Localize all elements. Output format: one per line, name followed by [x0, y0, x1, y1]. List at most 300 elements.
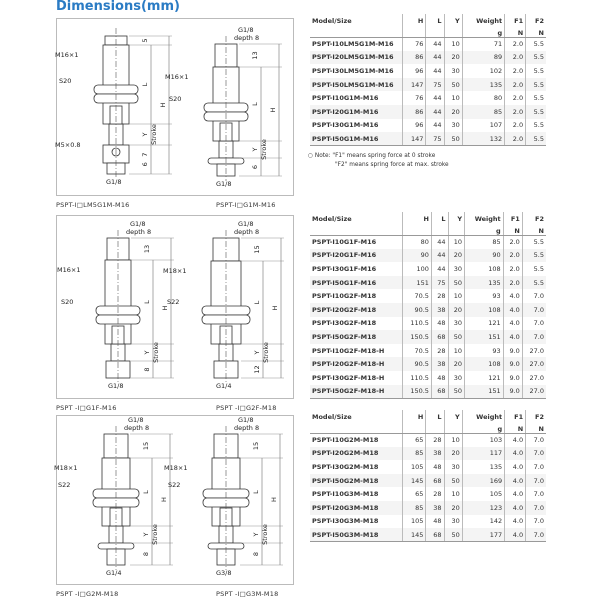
table-header-row — [310, 410, 546, 421]
table-cell: 5.5 — [526, 51, 546, 65]
drawing-caption: PSPT -I□G2M-M18 — [56, 590, 119, 598]
table-cell: PSPT-I20G3M-M18 — [312, 503, 379, 512]
table-cell: 10 — [448, 289, 465, 303]
column-unit: N — [503, 223, 522, 235]
table-cell: 50 — [444, 528, 462, 542]
table-cell: 93 — [465, 289, 504, 303]
table-cell: 9.0 — [503, 344, 522, 358]
bottom-port-label: G1/4 — [216, 382, 232, 390]
table-cell: 28 — [431, 289, 448, 303]
table-cell: 27.0 — [522, 385, 546, 399]
table-cell: 93 — [465, 344, 504, 358]
table-cell: PSPT-I30G2F-M18 — [312, 319, 377, 328]
column-unit — [426, 25, 444, 37]
column-unit — [310, 223, 402, 235]
table-cell: 102 — [462, 64, 504, 78]
table-cell: PSPT-I30LM5G1M-M16 — [312, 66, 394, 75]
table-cell: 80 — [402, 235, 431, 249]
column-unit: N — [505, 25, 526, 37]
table-cell: 68 — [431, 385, 448, 399]
column-header: Y — [444, 410, 462, 421]
table-cell: PSPT-I20G2M-M18 — [312, 449, 379, 458]
dimension-label: Stroke — [261, 524, 269, 545]
table-cell: 105 — [462, 487, 504, 501]
table-cell: 20 — [448, 303, 465, 317]
table-cell: 71 — [462, 37, 504, 51]
table-row — [310, 78, 546, 92]
thread-label: M18×1 — [163, 267, 187, 275]
table-cell: 44 — [426, 51, 444, 65]
column-header: Model/Size — [312, 413, 352, 421]
table-row — [310, 51, 546, 65]
table-row — [310, 433, 546, 447]
thread-label: M18×1 — [164, 464, 188, 472]
dimension-label: H — [269, 107, 277, 113]
dimension-label: 13 — [251, 51, 259, 60]
table-cell: 135 — [465, 276, 504, 290]
column-header: L — [426, 410, 444, 421]
table-cell: 4.0 — [503, 289, 522, 303]
drawing-panel — [56, 18, 294, 196]
depth-label: depth 8 — [234, 424, 260, 432]
table-cell: 50 — [448, 385, 465, 399]
table-cell: 38 — [426, 447, 444, 461]
table-cell: 4.0 — [505, 447, 526, 461]
table-row — [310, 262, 546, 276]
table-cell: 5.5 — [526, 78, 546, 92]
table-cell: 4.0 — [505, 433, 526, 447]
table-cell: 85 — [462, 105, 504, 119]
table-cell: 10 — [444, 37, 462, 51]
column-unit: N — [505, 421, 526, 433]
table-header-row — [310, 14, 546, 25]
table-cell: 2.0 — [503, 249, 522, 263]
table-cell: 44 — [426, 37, 444, 51]
table-cell: 20 — [444, 105, 462, 119]
column-header: F1 — [505, 14, 526, 25]
table-row — [310, 64, 546, 78]
table-cell: 44 — [431, 249, 448, 263]
table-unit-row — [310, 421, 546, 433]
dimension-label: Stroke — [152, 342, 160, 363]
table-cell: 27.0 — [522, 371, 546, 385]
spring-force-note — [308, 152, 449, 170]
table-cell: 48 — [426, 515, 444, 529]
dimension-label: H — [161, 305, 169, 311]
table-cell: 145 — [402, 528, 426, 542]
top-port-label: G1/8 — [238, 26, 254, 34]
table-cell: 2.0 — [505, 51, 526, 65]
dimension-label: Y — [143, 350, 151, 355]
hex-label: S22 — [58, 481, 71, 489]
table-cell: 117 — [462, 447, 504, 461]
fitting-drawing-right — [164, 416, 283, 577]
table-cell: 75 — [426, 78, 444, 92]
section-title: Dimensions(mm) — [56, 0, 180, 14]
table-row — [310, 501, 546, 515]
table-cell: 44 — [426, 105, 444, 119]
table-cell: PSPT-I20G2F-M18-H — [312, 360, 385, 369]
table-row — [310, 119, 546, 133]
dimension-label: 8 — [143, 367, 151, 372]
column-header: F1 — [505, 410, 526, 421]
table-cell: 4.0 — [505, 460, 526, 474]
column-header: F2 — [526, 410, 546, 421]
table-cell: 89 — [462, 51, 504, 65]
table-cell: 150.5 — [402, 385, 431, 399]
table-cell: 20 — [448, 357, 465, 371]
table-cell: 5.5 — [522, 276, 546, 290]
table-row — [310, 249, 546, 263]
table-cell: 68 — [426, 474, 444, 488]
table-cell: 20 — [444, 501, 462, 515]
table-cell: 65 — [402, 433, 426, 447]
table-cell: 44 — [431, 235, 448, 249]
table-cell: 85 — [465, 235, 504, 249]
table-cell: 2.0 — [505, 37, 526, 51]
table-cell: 108 — [465, 262, 504, 276]
table-cell: 68 — [426, 528, 444, 542]
column-unit — [402, 25, 426, 37]
table-cell: 9.0 — [503, 371, 522, 385]
table-cell: 5.5 — [526, 119, 546, 133]
column-unit: g — [462, 25, 504, 37]
table-cell: PSPT-I50G2F-M18 — [312, 332, 377, 341]
table-cell: 50 — [444, 132, 462, 146]
column-unit — [310, 25, 402, 37]
table-row — [310, 515, 546, 529]
table-row — [310, 317, 546, 331]
table-cell: 28 — [431, 344, 448, 358]
table-cell: 145 — [402, 474, 426, 488]
column-unit: N — [526, 25, 546, 37]
table-cell: 27.0 — [522, 344, 546, 358]
table-cell: 48 — [431, 371, 448, 385]
table-cell: 151 — [465, 385, 504, 399]
table-row — [310, 91, 546, 105]
dimension-label: L — [141, 82, 149, 87]
table-row — [310, 344, 546, 358]
table-cell: 30 — [444, 515, 462, 529]
table-cell: 27.0 — [522, 357, 546, 371]
table-row — [310, 447, 546, 461]
depth-label: depth 8 — [126, 228, 152, 236]
table-cell: 30 — [444, 460, 462, 474]
column-header: F2 — [522, 212, 546, 223]
table-cell: 151 — [402, 276, 431, 290]
column-header: Model/Size — [312, 215, 352, 223]
fitting-drawing-left — [55, 28, 172, 186]
hex-label: S20 — [169, 95, 182, 103]
depth-label: depth 8 — [234, 34, 260, 42]
table-cell: 96 — [402, 119, 426, 133]
drawing-caption: PSPT -I□G3M-M18 — [216, 590, 279, 598]
dimension-label: L — [142, 490, 150, 494]
dimension-label: L — [251, 102, 259, 106]
table-cell: 105 — [402, 515, 426, 529]
column-header: Weight — [465, 212, 504, 223]
note-line-1: Note: "F1" means spring force at 0 stroke — [314, 153, 436, 159]
thread-label: M16×1 — [57, 266, 81, 274]
table-row — [310, 357, 546, 371]
column-header: Y — [444, 14, 462, 25]
thread-label: M16×1 — [55, 51, 79, 59]
dimension-label: L — [253, 300, 261, 305]
column-header: L — [431, 212, 448, 223]
table-cell: 177 — [462, 528, 504, 542]
table-cell: 10 — [448, 344, 465, 358]
table-cell: PSPT-I30G3M-M18 — [312, 517, 379, 526]
dimension-label: L — [252, 490, 260, 494]
table-cell: 2.0 — [503, 276, 522, 290]
column-header: F2 — [526, 14, 546, 25]
dimension-label: Stroke — [150, 124, 158, 145]
table-cell: 7.0 — [526, 447, 546, 461]
column-header: Y — [448, 212, 465, 223]
table-cell: 76 — [402, 37, 426, 51]
table-cell: 7.0 — [522, 303, 546, 317]
table-cell: 90 — [465, 249, 504, 263]
table-cell: 110.5 — [402, 371, 431, 385]
table-cell: PSPT-I10G2F-M18 — [312, 292, 377, 301]
table-cell: 7.0 — [522, 330, 546, 344]
table-cell: 38 — [426, 501, 444, 515]
table-cell: PSPT-I30G2F-M18-H — [312, 373, 385, 382]
table-cell: 5.5 — [522, 262, 546, 276]
note-line-2: "F2" means spring force at max. stroke — [335, 162, 449, 168]
dimension-label: H — [270, 497, 278, 502]
column-header: F1 — [503, 212, 522, 223]
column-unit — [402, 421, 426, 433]
table-cell: 90.5 — [402, 357, 431, 371]
table-cell: 75 — [426, 132, 444, 146]
spec-table-female — [310, 212, 546, 399]
dimension-label: H — [160, 497, 168, 502]
table-row — [310, 371, 546, 385]
dimension-label: 8 — [252, 551, 260, 557]
table-cell: 30 — [448, 262, 465, 276]
drawing-caption: PSPT-I□G1M-M16 — [216, 201, 276, 209]
table-cell: 4.0 — [503, 303, 522, 317]
table-cell: PSPT-I10G1M-M16 — [312, 94, 379, 103]
column-unit — [431, 223, 448, 235]
table-cell: 4.0 — [503, 317, 522, 331]
bottom-port-label: G1/8 — [216, 180, 232, 188]
table-cell: 150.5 — [402, 330, 431, 344]
table-cell: 142 — [462, 515, 504, 529]
dimension-label: 15 — [142, 441, 150, 451]
table-row — [310, 37, 546, 51]
table-cell: 2.0 — [505, 78, 526, 92]
table-cell: 121 — [465, 317, 504, 331]
table-cell: 65 — [402, 487, 426, 501]
table-cell: PSPT-I10G3M-M18 — [312, 490, 379, 499]
table-cell: 10 — [444, 487, 462, 501]
table-cell: 4.0 — [505, 528, 526, 542]
table-cell: 121 — [465, 371, 504, 385]
table-cell: PSPT-I20G2F-M18 — [312, 305, 377, 314]
table-cell: 7.0 — [526, 433, 546, 447]
table-cell: 44 — [431, 262, 448, 276]
dimension-label: 15 — [253, 245, 261, 254]
table-cell: 123 — [462, 501, 504, 515]
table-cell: 103 — [462, 433, 504, 447]
table-unit-row — [310, 25, 546, 37]
table-cell: 38 — [431, 303, 448, 317]
dimension-label: 8 — [142, 551, 150, 557]
top-port-label: G1/8 — [238, 220, 254, 228]
table-row — [310, 235, 546, 249]
drawing-panel — [56, 415, 294, 585]
port-label: M5×0.8 — [55, 141, 81, 149]
table-cell: 48 — [426, 460, 444, 474]
table-cell: 10 — [448, 235, 465, 249]
dimension-label: Stroke — [151, 524, 159, 545]
hex-label: S22 — [168, 481, 181, 489]
table-cell: 2.0 — [505, 64, 526, 78]
table-cell: 30 — [448, 371, 465, 385]
table-row — [310, 474, 546, 488]
table-cell: PSPT-I10G2F-M18-H — [312, 346, 385, 355]
table-cell: 86 — [402, 105, 426, 119]
table-cell: PSPT-I50G2M-M18 — [312, 476, 379, 485]
table-cell: 108 — [465, 303, 504, 317]
top-port-label: G1/8 — [130, 220, 146, 228]
table-cell: 28 — [426, 433, 444, 447]
drawing-caption: PSPT -I□G2F-M18 — [216, 404, 277, 412]
column-header: H — [402, 14, 426, 25]
thread-label: M16×1 — [165, 73, 189, 81]
table-cell: 135 — [462, 78, 504, 92]
column-header: H — [402, 212, 431, 223]
bottom-port-label: G3/8 — [216, 569, 232, 577]
column-unit: g — [462, 421, 504, 433]
table-cell: 85 — [402, 447, 426, 461]
table-cell: 169 — [462, 474, 504, 488]
table-row — [310, 460, 546, 474]
column-unit — [444, 25, 462, 37]
bottom-port-label: G1/4 — [106, 569, 122, 577]
depth-label: depth 8 — [234, 228, 260, 236]
table-cell: 50 — [448, 330, 465, 344]
table-cell: 30 — [444, 64, 462, 78]
drawing-caption: PSPT -I□G1F-M16 — [56, 404, 117, 412]
table-cell: 2.0 — [503, 262, 522, 276]
column-unit: N — [522, 223, 546, 235]
table-cell: PSPT-I10G1F-M16 — [312, 238, 377, 247]
table-cell: 9.0 — [503, 357, 522, 371]
table-cell: 90.5 — [402, 303, 431, 317]
table-cell: PSPT-I20G1M-M16 — [312, 107, 379, 116]
table-cell: 5.5 — [526, 105, 546, 119]
table-cell: 132 — [462, 132, 504, 146]
depth-label: depth 8 — [124, 424, 150, 432]
note-bullet-icon: ○ — [308, 153, 315, 159]
table-cell: PSPT-I20LM5G1M-M16 — [312, 53, 394, 62]
column-unit — [402, 223, 431, 235]
table-cell: 44 — [426, 91, 444, 105]
table-cell: 44 — [426, 119, 444, 133]
table-cell: 2.0 — [505, 132, 526, 146]
dimension-label: H — [271, 305, 279, 311]
table-cell: 30 — [444, 119, 462, 133]
bottom-port-label: G1/8 — [108, 382, 124, 390]
table-cell: 2.0 — [503, 235, 522, 249]
table-cell: 28 — [426, 487, 444, 501]
table-cell: 5.5 — [526, 37, 546, 51]
table-cell: 5.5 — [522, 249, 546, 263]
table-cell: 4.0 — [505, 487, 526, 501]
table-cell: 147 — [402, 132, 426, 146]
table-cell: 7.0 — [526, 528, 546, 542]
table-cell: 5.5 — [526, 132, 546, 146]
table-cell: PSPT-I30G1M-M16 — [312, 121, 379, 130]
column-unit — [426, 421, 444, 433]
table-cell: PSPT-I50G1M-M16 — [310, 132, 402, 146]
table-row — [310, 330, 546, 344]
column-unit — [310, 421, 402, 433]
table-cell: 4.0 — [505, 501, 526, 515]
table-cell: PSPT-I50LM5G1M-M16 — [312, 80, 394, 89]
table-cell: 80 — [462, 91, 504, 105]
dimension-label: Y — [253, 350, 261, 355]
dimension-label: 12 — [253, 365, 261, 374]
hex-label: S20 — [61, 298, 74, 306]
table-cell: 70.5 — [402, 289, 431, 303]
table-cell: 75 — [431, 276, 448, 290]
table-row — [310, 132, 546, 146]
drawing-panel — [56, 215, 294, 399]
table-cell: 4.0 — [505, 474, 526, 488]
table-row — [310, 289, 546, 303]
table-row — [310, 105, 546, 119]
dimension-label: Stroke — [260, 139, 268, 160]
table-cell: 85 — [402, 501, 426, 515]
table-cell: 2.0 — [505, 105, 526, 119]
table-cell: 135 — [462, 460, 504, 474]
table-cell: 5.5 — [526, 91, 546, 105]
thread-label: M18×1 — [54, 464, 78, 472]
table-cell: PSPT-I30G2M-M18 — [312, 462, 379, 471]
table-cell: 9.0 — [503, 385, 522, 399]
table-cell: 7.0 — [526, 515, 546, 529]
table-cell: 151 — [465, 330, 504, 344]
table-cell: 50 — [444, 78, 462, 92]
table-row — [310, 385, 546, 399]
column-unit: g — [465, 223, 504, 235]
table-cell: 100 — [402, 262, 431, 276]
table-cell: 7.0 — [526, 460, 546, 474]
table-row — [310, 303, 546, 317]
table-cell: 20 — [448, 249, 465, 263]
table-cell: 5.5 — [522, 235, 546, 249]
dimension-label: 6 — [251, 164, 259, 170]
column-unit — [444, 421, 462, 433]
dimension-label: 5 — [141, 38, 149, 43]
table-cell: 107 — [462, 119, 504, 133]
table-cell: 10 — [444, 433, 462, 447]
table-cell: 68 — [431, 330, 448, 344]
table-row — [310, 487, 546, 501]
spec-table-m18-male — [310, 410, 546, 542]
table-cell: PSPT-I50G1F-M16 — [312, 278, 377, 287]
dimension-label: Y — [252, 532, 260, 537]
table-header-row — [310, 212, 546, 223]
table-cell: 96 — [402, 64, 426, 78]
column-header: Weight — [462, 14, 504, 25]
table-cell: 20 — [444, 51, 462, 65]
table-cell: 108 — [465, 357, 504, 371]
